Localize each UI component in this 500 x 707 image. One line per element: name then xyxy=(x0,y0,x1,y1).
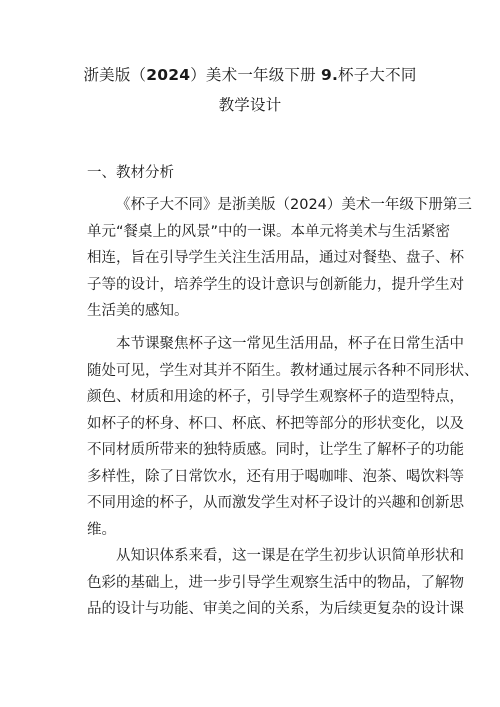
paragraph-line: 从知识体系来看，这一课是在学生初步认识简单形状和 xyxy=(116,548,464,564)
title-year: 2024 xyxy=(146,66,191,84)
title-lesson-number: 9. xyxy=(320,66,339,84)
paragraph-line: 不同用途的杯子，从而激发学生对杯子设计的兴趣和创新思 xyxy=(87,495,464,511)
paragraph-line: 本节课聚焦杯子这一常见生活用品，杯子在日常生活中 xyxy=(116,336,464,352)
document-title-line1 xyxy=(0,65,500,85)
paragraph-line: 生活美的感知。 xyxy=(87,303,189,319)
section-heading: 一、教材分析 xyxy=(87,165,174,181)
paragraph-line: 多样性，除了日常饮水，还有用于喝咖啡、泡茶、喝饮料等 xyxy=(87,468,464,485)
title-lesson-name: 杯子大不同 xyxy=(338,66,417,84)
paragraph-line: 色彩的基础上，进一步引导学生观察生活中的物品，了解物 xyxy=(87,574,464,591)
paragraph-line: 随处可见，学生对其并不陌生。教材通过展示各种不同形状、 xyxy=(87,362,479,379)
title-mid: ）美术一年级下册 xyxy=(190,66,321,84)
document-title-line2: 教学设计 xyxy=(218,96,282,114)
paragraph-line: 子等的设计，培养学生的设计意识与创新能力，提升学生对 xyxy=(87,276,464,293)
paragraph-line: 《杯子大不同》是浙美版（2024）美术一年级下册第三 xyxy=(116,197,472,213)
paragraph-line: 相连，旨在引导学生关注生活用品，通过对餐垫、盘子、杯 xyxy=(87,250,464,266)
paragraph-line: 维。 xyxy=(87,521,116,538)
paragraph-line: 单元“餐桌上的风景”中的一课。本单元将美术与生活紧密 xyxy=(87,223,451,240)
paragraph-line: 品的设计与功能、审美之间的关系，为后续更复杂的设计课 xyxy=(87,601,464,617)
title-prefix: 浙美版（ xyxy=(83,66,147,84)
paragraph-line: 不同材质所带来的独特质感。同时，让学生了解杯子的功能 xyxy=(87,442,464,458)
paragraph-line: 颜色、材质和用途的杯子，引导学生观察杯子的造型特点， xyxy=(87,389,464,405)
paragraph-line: 如杯子的杯身、杯口、杯底、杯把等部分的形状变化，以及 xyxy=(87,415,464,432)
